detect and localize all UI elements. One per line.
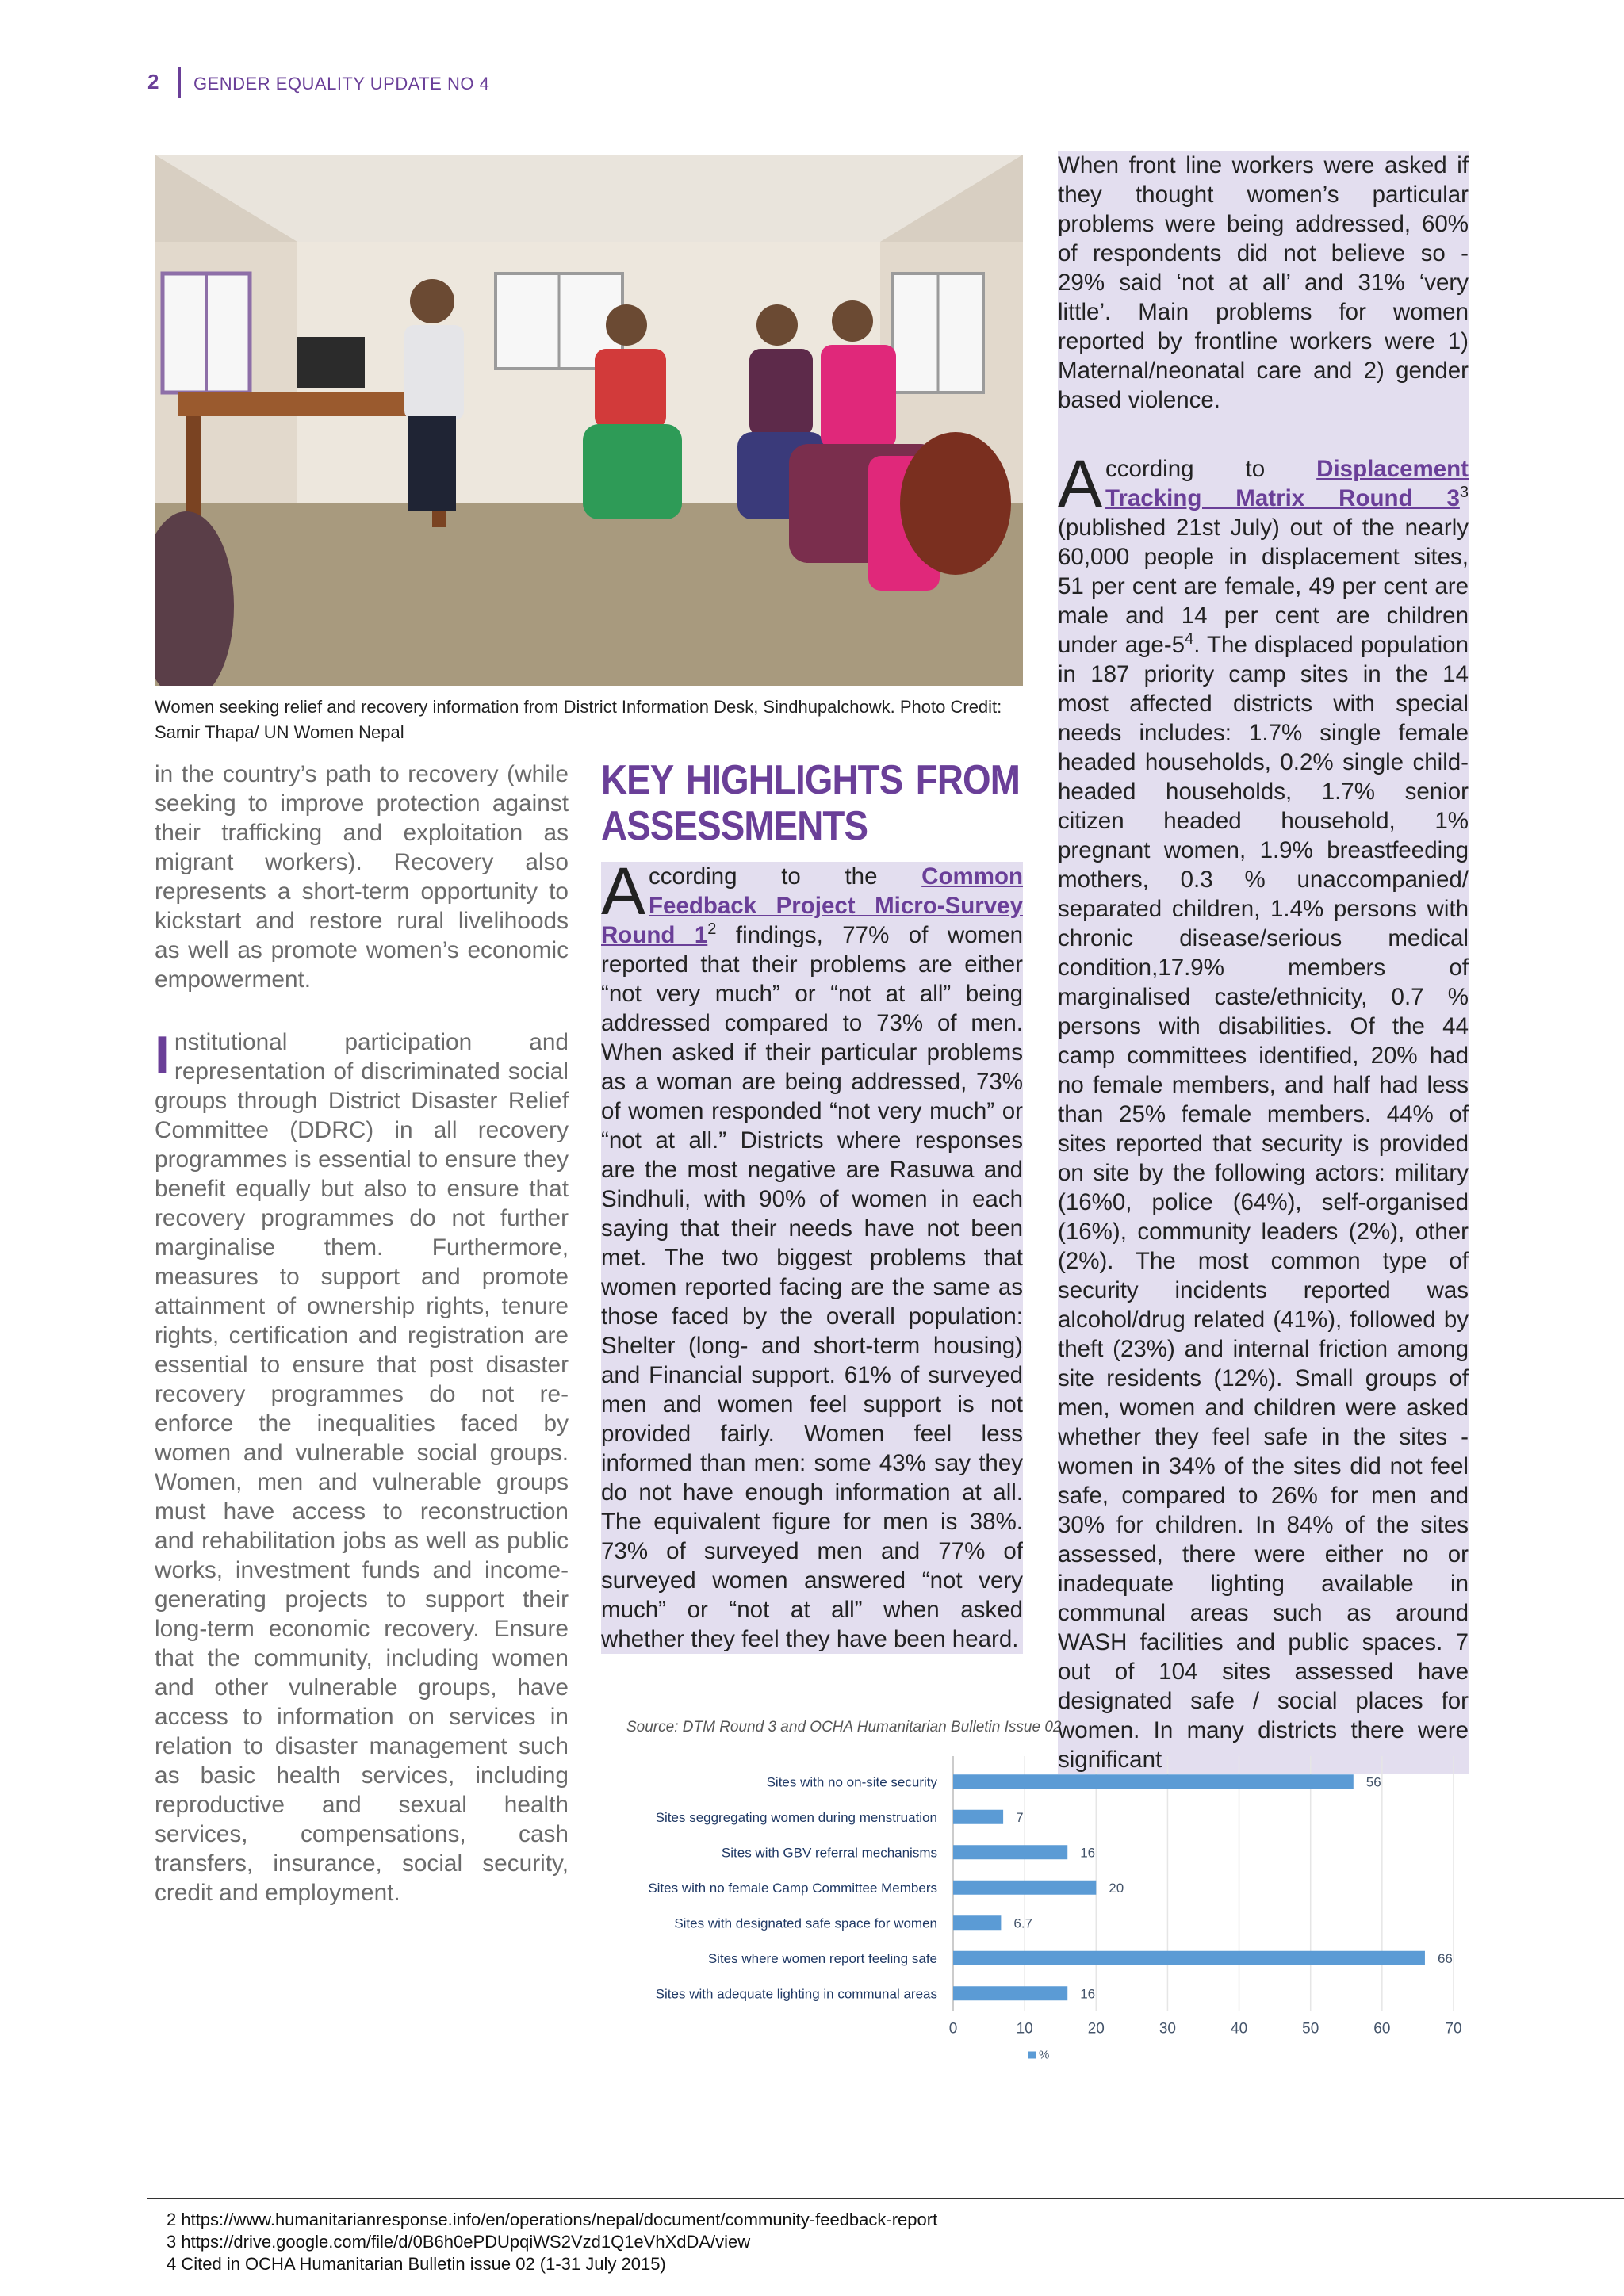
chart-category-label: Sites with adequate lighting in communal areas (655, 1986, 937, 2002)
chart-bar (953, 1774, 1354, 1789)
left-column (155, 760, 569, 1941)
chart-legend-swatch (1028, 2052, 1036, 2059)
chart-category-label: Sites with designated safe space for women (674, 1915, 937, 1931)
chart-legend-label: % (1039, 2048, 1050, 2062)
left-paragraph-2-text: nstitutional participation and representation of discriminated social groups through District Disaster Relief Committee (DDRC) in all recovery programmes is essential to ensure they benefit equally but also to ensure that recovery programmes do not further marginalise them. Furthermore, measures to support and promote attainment of ownership rights, tenure rights, certification and registration are essential to ensure that post disaster recovery programmes do not re-enforce the inequalities faced by women and vulnerable social groups. Women, men and vulnerable groups must have access to reconstruction and rehabilitation jobs as well as public works, investment funds and income-generating projects to support their long-term economic recovery. Ensure that the community, including women and other vulnerable groups, have access to information on services in relation to disaster management such as basic health services, including reproductive and sexual health services, compensations, cash transfers, insurance, social security, credit and employment. (155, 1029, 569, 1906)
chart-source-note: Source: DTM Round 3 and OCHA Humanitarian Bulletin Issue 02 (626, 1719, 1062, 1735)
intro-text: ccording to the (649, 863, 922, 890)
chart-bar (953, 1986, 1067, 2000)
key-highlights-heading: KEY HIGHLIGHTS FROM ASSESSMENTS (601, 757, 1020, 849)
right-paragraph-1: When front line workers were asked if they thought women’s particular problems were being addressed, 60% of respondents did not believe so - 29% said ‘not at all’ and 31% ‘very little’. Main problems for women reported by frontline workers were 1) Maternal/neonatal care and 2) gender based violence. (1058, 152, 1469, 413)
chart-bar (953, 1845, 1067, 1859)
dtm-body-2: . The displaced population in 187 priority camp sites in the 14 most affected districts with special needs includes: 1.7% single female headed households, 0.2% single child-headed households, 1.7% senior citizen headed household, 1% pregnant women, 1.9% breastfeeding mothers, 0.3 % unaccompanied/ separated children, 1.4% persons with chronic disease/serious medical condition,17.9% members of marginalised caste/ethnicity, 0.7 % persons with disabilities. Of the 44 camp committees identified, 20% had no female members, and half had less than 25% female members. 44% of sites reported that security is provided on site by the following actors: military (16%0, police (64%), self-organised (16%), community leaders (2%), other (2%). The most common type of security incidents reported was alcohol/drug related (41%), followed by theft (23%) and internal friction among site residents (12%). Small groups of men, women and children were asked whether they feel safe in the sites - women in 34% of the sites did not feel safe, compared to 26% for men and 30% for children. In 84% of the sites assessed, there were either no or inadequate lighting available in communal areas such as around WASH facilities and public spaces. 7 out of 104 sites assessed have designated safe / social places for women. In many districts there were significant (1058, 632, 1469, 1773)
chart-x-tick-label: 20 (1087, 2020, 1105, 2038)
chart-bar (953, 1915, 1001, 1930)
footnote-ref-4: 4 (1185, 630, 1194, 649)
right-column (1058, 151, 1469, 1774)
common-feedback-project-link[interactable]: Common Feedback Project Micro-Survey Round 1 (601, 863, 1023, 948)
chart-x-tick-label: 60 (1373, 2020, 1391, 2038)
chart-category-label: Sites seggregating women during menstruation (655, 1809, 937, 1825)
publication-title: GENDER EQUALITY UPDATE NO 4 (193, 74, 490, 94)
relief-desk-photo (155, 155, 1023, 686)
chart-bar (953, 1881, 1096, 1895)
chart-x-tick-label: 50 (1302, 2020, 1320, 2038)
chart-x-tick-label: 70 (1445, 2020, 1462, 2038)
chart-x-tick-label: 10 (1016, 2020, 1033, 2038)
key-highlights-body: findings, 77% of women reported that their problems are either “not very much” or “not at all” being addressed compared to 73% of men. When asked if their particular problems as a woman are being addressed, 73% of women responded “not very much” or “not at all.” Districts where responses are the most negative are Rasuwa and Sindhuli, with 90% of women in each saying that their needs have not been met. The two biggest problems that women reported facing are the same as those faced by the overall population: Shelter (long- and short-term housing) and Financial support. 61% of surveyed men and women feel support is not provided fairly. Women feel less informed than men: some 43% say they do not have enough information at all. The equivalent figure for men is 38%. 73% of surveyed men and 77% of surveyed women answered “not very much” or “not at all” when asked whether they feel they have been heard. (601, 922, 1023, 1652)
dtm-body-1: (published 21st July) out of the nearly 60,000 people in displacement sites, 51 per cent are female, 49 per cent are male and 14 per cent are children under age-5 (1058, 515, 1469, 658)
chart-x-tick-label: 0 (948, 2020, 958, 2038)
displacement-tracking-matrix-link[interactable]: Displacement Tracking Matrix Round 3 (1105, 456, 1469, 511)
assessment-bar-chart (603, 1740, 1475, 2089)
left-paragraph-2 (155, 1027, 569, 1908)
chart-data-label: 6.7 (1013, 1915, 1033, 1931)
footnote-3: 3 https://drive.google.com/file/d/0B6h0ePDUpqiWS2Vzd1Q1eVhXdDA/view (167, 2232, 751, 2252)
key-highlights-box (601, 854, 1023, 1654)
left-paragraph-1: in the country’s path to recovery (while seeking to improve protection against their trafficking and exploitation as migrant workers). Recovery also represents a short-term opportunity to kickstart and restore rural livelihoods as well as promote women’s economic empowerment. (155, 761, 569, 993)
chart-bar (953, 1810, 1003, 1824)
dropcap-a: A (601, 854, 646, 928)
dropcap-i: I (155, 1025, 170, 1085)
footer-rule (147, 2198, 1624, 2199)
chart-data-label: 7 (1016, 1809, 1024, 1825)
middle-column (601, 757, 1023, 1654)
chart-data-label: 16 (1080, 1845, 1096, 1861)
chart-data-label: 56 (1365, 1774, 1381, 1790)
footnote-ref-2: 2 (707, 920, 717, 939)
dropcap-a-2: A (1058, 446, 1103, 521)
header-divider (178, 67, 181, 98)
chart-data-label: 16 (1080, 1986, 1096, 2002)
footnote-4: 4 Cited in OCHA Humanitarian Bulletin issue 02 (1-31 July 2015) (167, 2254, 666, 2274)
chart-data-label: 20 (1109, 1880, 1124, 1896)
chart-category-label: Sites with no female Camp Committee Members (648, 1880, 937, 1896)
right-paragraph-2 (1058, 446, 1469, 1774)
chart-x-tick-label: 40 (1231, 2020, 1248, 2038)
chart-x-tick-label: 30 (1159, 2020, 1176, 2038)
dtm-intro-text: ccording to (1105, 456, 1317, 482)
photo-caption: Women seeking relief and recovery information from District Information Desk, Sindhupalchowk. Photo Credit: Samir Thapa/ UN Women Nepal (155, 697, 1002, 742)
page-number: 2 (147, 70, 159, 94)
key-highlights-paragraph (601, 854, 1023, 1654)
chart-bar (953, 1951, 1425, 1965)
chart-category-label: Sites with no on-site security (766, 1774, 937, 1790)
footnotes (167, 2209, 937, 2275)
footnote-ref-3: 3 (1459, 484, 1469, 502)
chart-category-label: Sites with GBV referral mechanisms (721, 1845, 937, 1861)
right-shaded-box (1058, 151, 1469, 1774)
chart-data-label: 66 (1437, 1950, 1453, 1966)
footnote-2: 2 https://www.humanitarianresponse.info/en/operations/nepal/document/community-feedback-report (167, 2210, 938, 2229)
chart-category-label: Sites where women report feeling safe (707, 1950, 937, 1966)
